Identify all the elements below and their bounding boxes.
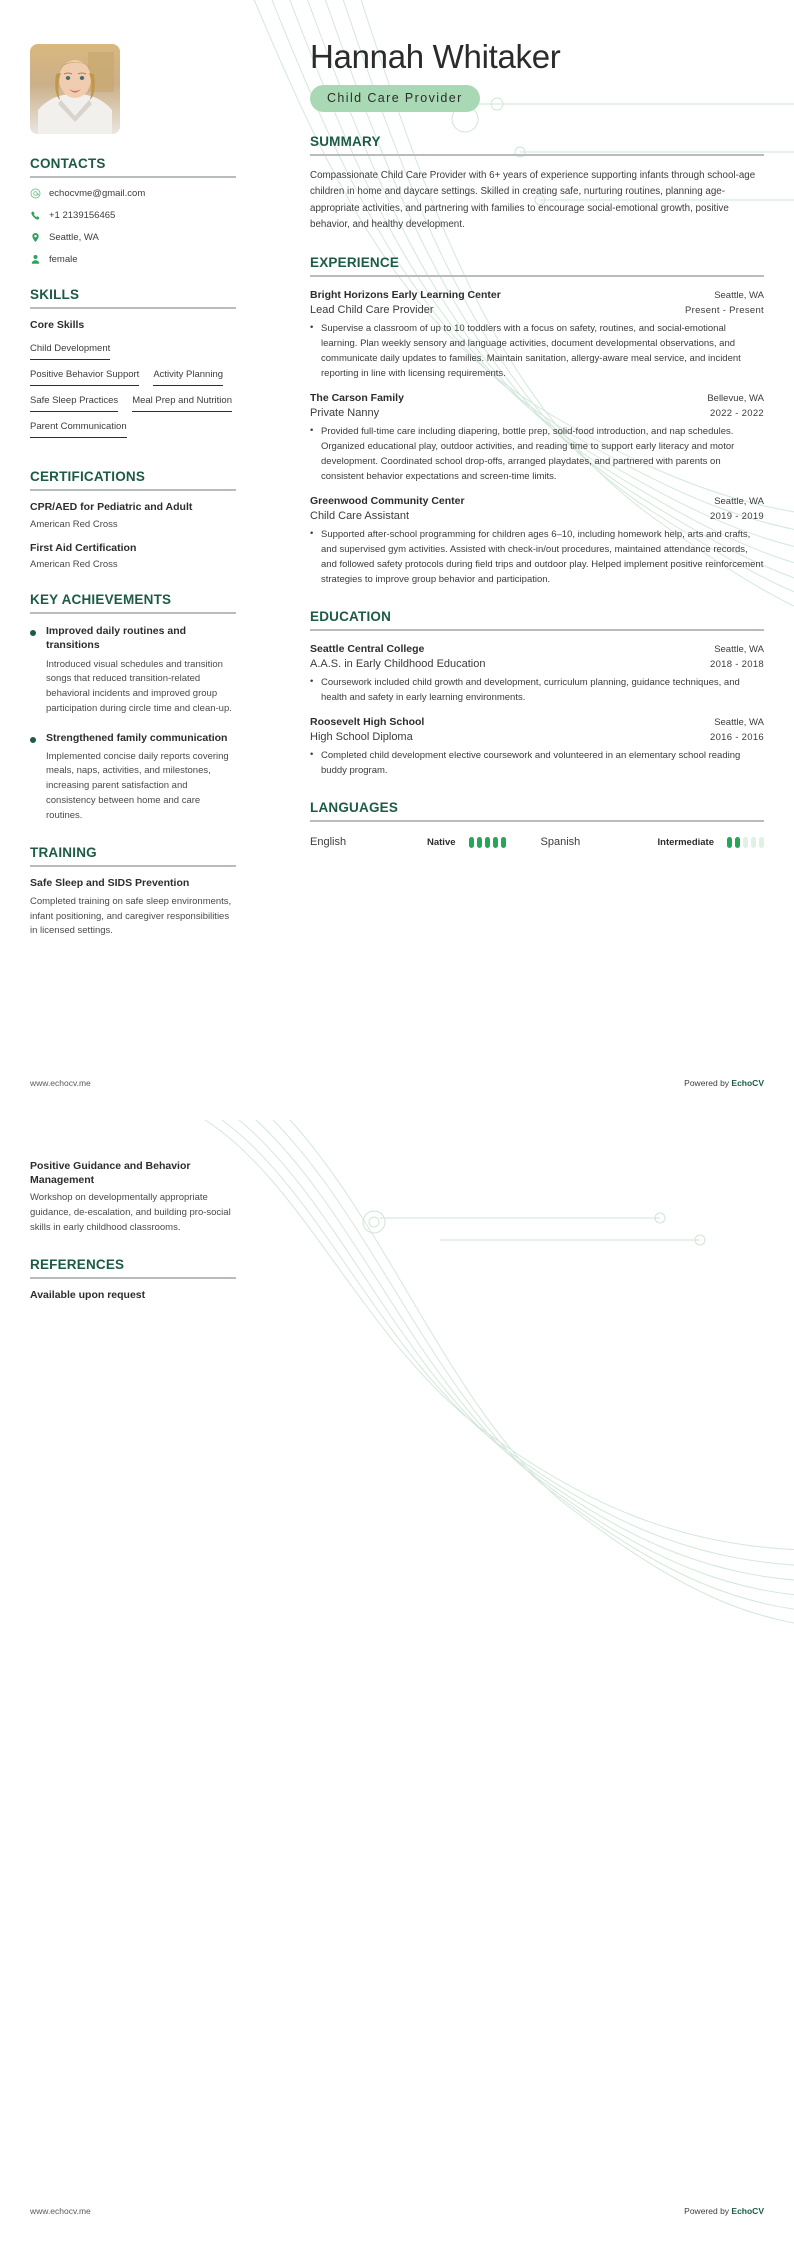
certification-issuer: American Red Cross: [30, 518, 118, 530]
bullet-dot-icon: [30, 737, 36, 743]
education-degree: High School Diploma: [310, 731, 413, 744]
skill-tag: Meal Prep and Nutrition: [132, 395, 232, 412]
contact-email-value: echocvme@gmail.com: [49, 188, 146, 199]
skill-tag-list: [30, 369, 236, 447]
experience-organization: Greenwood Community Center: [310, 495, 465, 508]
skill-tag: Safe Sleep Practices: [30, 395, 118, 412]
main-content: [310, 40, 764, 848]
achievement-title: Improved daily routines and transitions: [46, 625, 187, 652]
skills-section: [30, 287, 236, 447]
achievement-item: [30, 731, 236, 824]
training-title: Positive Guidance and Behavior Management: [30, 1160, 191, 1186]
experience-dates: Present - Present: [684, 305, 764, 317]
training-description: Workshop on developmentally appropriate guidance, de-escalation, and building pro-social skills in early childhood classrooms.: [30, 1192, 231, 1233]
language-level: Native: [427, 836, 456, 848]
education-heading: EDUCATION: [310, 609, 392, 625]
skills-heading: SKILLS: [30, 287, 80, 302]
page-footer: [30, 2206, 764, 2216]
contact-email[interactable]: [30, 188, 236, 199]
footer-brand: [684, 1078, 764, 1088]
training-title: Safe Sleep and SIDS Prevention: [30, 877, 190, 890]
footer-powered-prefix: Powered by: [684, 1078, 732, 1088]
skill-tag: Parent Communication: [30, 421, 127, 438]
job-title-badge: Child Care Provider: [310, 85, 480, 112]
training-description: Completed training on safe sleep environments, infant positioning, and caregiver responsibilities in licensed settings.: [30, 895, 232, 937]
certifications-section: [30, 469, 236, 570]
avatar: [30, 44, 120, 134]
education-location: Seattle, WA: [714, 644, 764, 656]
experience-organization: The Carson Family: [310, 392, 404, 405]
certifications-heading: CERTIFICATIONS: [30, 469, 146, 484]
education-location: Seattle, WA: [714, 717, 764, 729]
training-item: [30, 877, 236, 939]
experience-heading: EXPERIENCE: [310, 255, 400, 271]
achievement-description: Implemented concise daily reports covering meals, naps, activities, and milestones, increasing parent satisfaction and consistency between home and care routines.: [46, 750, 229, 821]
experience-item: [310, 289, 764, 381]
contacts-heading: CONTACTS: [30, 156, 106, 171]
experience-role: Private Nanny: [310, 407, 380, 420]
experience-location: Seattle, WA: [714, 290, 764, 302]
education-bullets: [310, 748, 764, 778]
location-pin-icon: [30, 232, 41, 243]
footer-site-url[interactable]: www.echocv.me: [30, 1078, 91, 1088]
education-dates: 2016 - 2016: [709, 732, 764, 744]
education-degree: A.A.S. in Early Childhood Education: [310, 658, 486, 671]
footer-site-url[interactable]: www.echocv.me: [30, 2206, 91, 2216]
footer-powered-prefix: Powered by: [684, 2206, 732, 2216]
education-school: Roosevelt High School: [310, 716, 425, 729]
education-section: [310, 609, 764, 778]
experience-bullet: • Supported after-school programming for children ages 6–10, including homework help, arts and crafts, and supervised gym activities. Assisted with check-in/out procedures, maintained attendance records, and followed safety protocols during field trips and outdoor play. Helped implement positive reinforcement strategies to improve group behavior and participation.: [310, 527, 764, 587]
certification-title: CPR/AED for Pediatric and Adult: [30, 501, 193, 513]
summary-section: [310, 134, 764, 234]
sidebar-continued: [30, 1160, 236, 1301]
summary-text: Compassionate Child Care Provider with 6+ years of experience supporting infants through school-age children in home and daycare settings. Skilled in creating safe, nurturing routines, planning age-appropriate activities, and partnering with families to encourage social-emotional growth, positive behavior, and healthy development.: [310, 169, 756, 230]
footer-brand-name: EchoCV: [731, 2206, 764, 2216]
contact-phone[interactable]: [30, 210, 236, 221]
education-bullet: • Coursework included child growth and development, curriculum planning, guidance techniques, and health and safety in early learning environments.: [310, 675, 764, 705]
experience-organization: Bright Horizons Early Learning Center: [310, 289, 501, 302]
certification-item: [30, 501, 236, 530]
education-bullets: [310, 675, 764, 705]
section-divider: [30, 1277, 236, 1279]
certification-item: [30, 542, 236, 571]
contact-phone-value: +1 2139156465: [49, 210, 116, 221]
experience-item: [310, 495, 764, 587]
language-item: [310, 836, 506, 848]
references-heading: REFERENCES: [30, 1257, 125, 1273]
contact-gender[interactable]: [30, 254, 236, 265]
section-divider: [30, 307, 236, 309]
section-divider: [30, 612, 236, 614]
references-section: [30, 1257, 236, 1301]
skill-tag: Child Development: [30, 343, 110, 360]
experience-role: Child Care Assistant: [310, 510, 410, 523]
training-heading: TRAINING: [30, 845, 97, 861]
language-level-dots: [727, 837, 764, 848]
education-item: [310, 716, 764, 778]
experience-bullets: [310, 321, 764, 381]
certification-issuer: American Red Cross: [30, 559, 118, 571]
phone-icon: [30, 210, 41, 221]
person-icon: [30, 254, 41, 265]
experience-item: [310, 392, 764, 484]
skills-group-title: Core Skills: [30, 319, 85, 331]
training-section: [30, 845, 236, 939]
sidebar: [30, 44, 236, 949]
languages-row: [310, 836, 764, 848]
skill-tag: Positive Behavior Support: [30, 369, 139, 386]
achievements-section: [30, 592, 236, 823]
education-item: [310, 643, 764, 705]
education-bullet: • Completed child development elective coursework and volunteered in an elementary school reading buddy program.: [310, 748, 764, 778]
contact-location[interactable]: [30, 232, 236, 243]
language-level-dots: [469, 837, 506, 848]
experience-dates: 2022 - 2022: [709, 408, 764, 420]
education-dates: 2018 - 2018: [709, 659, 764, 671]
footer-brand: [684, 2206, 764, 2216]
section-divider: [30, 176, 236, 178]
page-footer: [30, 1078, 764, 1088]
section-divider: [310, 629, 764, 631]
contact-location-value: Seattle, WA: [49, 232, 99, 243]
footer-brand-name: EchoCV: [731, 1078, 764, 1088]
language-item: [541, 836, 765, 848]
language-name: Spanish: [540, 836, 581, 849]
languages-section: [310, 800, 764, 848]
section-divider: [310, 154, 764, 156]
section-divider: [30, 865, 236, 867]
achievements-heading: KEY ACHIEVEMENTS: [30, 592, 172, 608]
section-divider: [30, 489, 236, 491]
achievement-title: Strengthened family communication: [46, 731, 228, 744]
summary-heading: SUMMARY: [310, 133, 381, 149]
skill-tag: Activity Planning: [153, 369, 223, 386]
training-item: [30, 1160, 236, 1235]
email-icon: [30, 188, 41, 199]
experience-section: [310, 255, 764, 587]
experience-bullets: [310, 424, 764, 484]
bullet-dot-icon: [30, 630, 36, 636]
experience-role: Lead Child Care Provider: [310, 304, 434, 317]
references-value: Available upon request: [30, 1289, 146, 1302]
experience-dates: 2019 - 2019: [709, 511, 764, 523]
experience-location: Bellevue, WA: [707, 393, 764, 405]
page-title: Hannah Whitaker: [310, 38, 561, 75]
experience-bullets: [310, 527, 764, 587]
certification-title: First Aid Certification: [30, 541, 137, 554]
contacts-section: [30, 156, 236, 265]
experience-location: Seattle, WA: [714, 496, 764, 508]
experience-bullet: • Supervise a classroom of up to 10 toddlers with a focus on safety, routines, and social-emotional learning. Plan weekly sensory and language activities, document developmental observations, and communicate daily updates to families. Maintain sanitation, allergy-aware meal service, and incident reporting in line with licensing requirements.: [310, 321, 764, 381]
section-divider: [310, 275, 764, 277]
experience-bullet: • Provided full-time care including diapering, bottle prep, solid-food introduction, and nap schedules. Organized educational play, outdoor activities, and reading time to support early literacy and motor development. Coordinated school drop-offs, arranged playdates, and partnered with parents on consistent behavior expectations and screen-time limits.: [310, 424, 764, 484]
section-divider: [310, 820, 764, 822]
contact-gender-value: female: [49, 254, 78, 265]
language-level: Intermediate: [657, 836, 714, 848]
achievement-item: [30, 624, 236, 716]
language-name: English: [310, 836, 347, 849]
achievement-description: Introduced visual schedules and transition songs that reduced transition-related behavioral incidents and improved group participation during circle time and clean-up.: [46, 658, 232, 714]
languages-heading: LANGUAGES: [310, 800, 399, 816]
education-school: Seattle Central College: [310, 643, 425, 656]
